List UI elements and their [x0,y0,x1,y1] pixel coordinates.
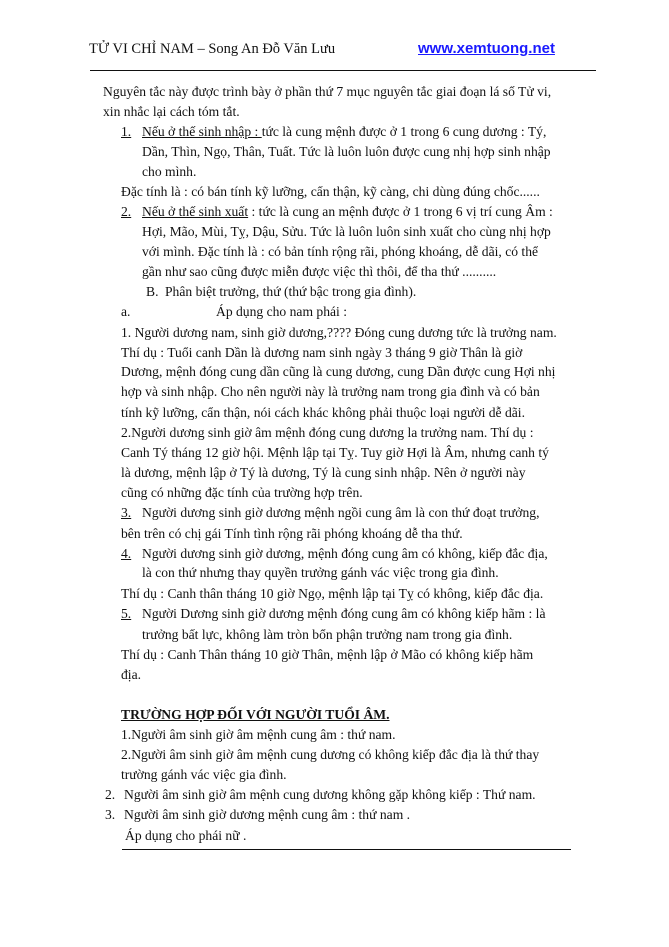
line-text: trường gánh vác việc gia đình. [121,767,287,782]
line-text: 2.Người dương sinh giờ âm mệnh đóng cung dương la trưởng nam. Thí dụ : [121,425,534,440]
text-line [142,626,512,644]
text-line [121,424,534,442]
line-text: Dần, Thìn, Ngọ, Thân, Tuất. Tức là luôn luôn được cung nhị hợp sinh nhập [142,144,551,159]
text-line [121,646,533,664]
line-text: Dương, mệnh đóng cung dần cũng là cung dương, cung Dần được cung Hợi nhị [121,364,556,379]
line-text: Người âm sinh giờ dương mệnh cung âm : thứ nam . [124,807,411,822]
text-line [142,243,538,261]
line-text: 2.Người âm sinh giờ âm mệnh cung dương có không kiếp đắc địa là thứ thay [121,747,540,762]
line-text: tức là cung mệnh được ở 1 trong 6 cung dương : Tý, [261,124,547,139]
text-line [121,746,539,764]
text-line [121,464,526,482]
text-line [216,303,347,321]
text-line [142,223,551,241]
text-line [165,283,416,301]
line-text: Canh Tý tháng 12 giờ hội. Mệnh lập tại Tỵ. Tuy giờ Hợi là Âm, nhưng canh tý [121,445,549,460]
text-line [125,827,246,845]
text-line [121,766,287,784]
line-text: hợp và sinh nhập. Cho nên người này là trưởng nam trong gia đình và có bản [121,384,540,399]
line-text: gần như sao cũng được miễn được việc thì thôi, để tha thứ .......... [142,264,497,279]
header-rule [90,70,596,71]
line-text: Hợi, Mão, Mùi, Tỵ, Dậu, Sửu. Tức là luôn luôn sinh xuất cho cùng nhị hợp [142,224,551,239]
text-line [142,504,539,522]
footer-rule [122,849,571,850]
line-text: Áp dụng cho nam phái : [216,304,348,319]
list-item-label: Nếu ở thế sinh nhập : [142,124,262,139]
list-item-label: Nếu ở thế sinh xuất [142,204,249,219]
text-line [142,123,546,141]
line-text: với mình. Đặc tính là : có bản tính rộng rãi, phóng khoáng, dễ dãi, có thể [142,244,539,259]
line-text: Thí dụ : Canh Thân tháng 10 giờ Thân, mệnh lập ở Mão có không kiếp hãm [121,647,534,662]
line-text: Người dương sinh giờ dương mệnh ngồi cung âm là con thứ đoạt trưởng, [142,505,540,520]
text-line [124,806,410,824]
line-text: Người dương sinh giờ dương, mệnh đóng cung âm có không, kiếp đắc địa, [142,546,548,561]
line-text: cũng có những đặc tính của trường hợp trên. [121,485,363,500]
list-number: 3. [105,807,116,822]
list-number: 3. [121,505,132,520]
text-line [142,163,196,181]
text-line [121,344,522,362]
text-line [121,444,549,462]
text-line [121,666,141,684]
line-text: địa. [121,667,142,682]
text-line [142,143,551,161]
text-line [121,363,555,381]
text-line [103,103,240,121]
line-text: 1.Người âm sinh giờ âm mệnh cung âm : thứ nam. [121,727,396,742]
text-line [142,203,553,221]
text-line [121,484,363,502]
text-line [121,525,463,543]
line-text: tính kỹ lưỡng, cẩn thận, nói cách khác không phải thuộc loại người dễ dãi. [121,405,525,420]
line-text: Thí dụ : Tuổi canh Dần là dương nam sinh ngày 3 tháng 9 giờ Thân là giờ [121,345,523,360]
list-number: 5. [121,606,132,621]
text-line [121,726,396,744]
line-text: trưởng bất lực, không làm tròn bổn phận trưởng nam trong gia đình. [142,627,513,642]
line-text: Thí dụ : Canh thân tháng 10 giờ Ngọ, mệnh lập tại Tỵ có không, kiếp đắc địa. [121,586,544,601]
list-number: 2. [105,787,116,802]
text-line [121,324,557,342]
line-text: Phân biệt trưởng, thứ (thứ bậc trong gia đình). [165,284,417,299]
line-text: là dương, mệnh lập ở Tý là dương, Tý là cung sinh nhập. Nên ở người này [121,465,526,480]
line-text: xin nhắc lại cách tóm tắt. [103,104,240,119]
text-line [142,263,496,281]
text-line [121,383,540,401]
header-title: TỬ VI CHỈ NAM – Song An Đỗ Văn Lưu [89,41,336,57]
line-text: Áp dụng cho phái nữ . [125,828,247,843]
line-text: Người âm sinh giờ âm mệnh cung dương không gặp không kiếp : Thứ nam. [124,787,536,802]
text-line [103,83,551,101]
text-line [142,545,548,563]
text-line [124,786,536,804]
line-text: Nguyên tắc này được trình bày ở phần thứ 7 mục nguyên tắc giai đoạn lá số Tử vi, [103,84,552,99]
list-number: 1. [121,124,132,139]
line-text: 1. Người dương nam, sinh giờ dương,???? Đóng cung dương tức là trưởng nam. [121,325,557,340]
website-link[interactable]: www.xemtuong.net [418,40,555,57]
line-text: bên trên có chị gái Tính tình rộng rãi phóng khoáng dễ tha thứ. [121,526,463,541]
line-text: Người Dương sinh giờ dương mệnh đóng cung âm có không kiếp hãm : là [142,606,546,621]
line-text: : tức là cung an mệnh được ở 1 trong 6 vị trí cung Âm : [248,204,553,219]
text-line [121,585,543,603]
list-number: 4. [121,546,132,561]
text-line [142,605,546,623]
list-number: a. [121,304,131,319]
list-number: B. [146,284,159,299]
line-text: cho mình. [142,164,197,179]
line-text: Đặc tính là : có bán tính kỹ lưỡng, cẩn thận, kỹ càng, chi dùng đúng chốc...... [121,184,540,199]
line-text: là con thứ nhưng thay quyền trưởng gánh vác việc trong gia đình. [142,565,499,580]
text-line [142,564,499,582]
list-number: 2. [121,204,132,219]
text-line [121,183,540,201]
text-line [121,404,525,422]
section-heading: TRƯỜNG HỢP ĐỐI VỚI NGƯỜI TUỔI ÂM. [121,707,390,722]
